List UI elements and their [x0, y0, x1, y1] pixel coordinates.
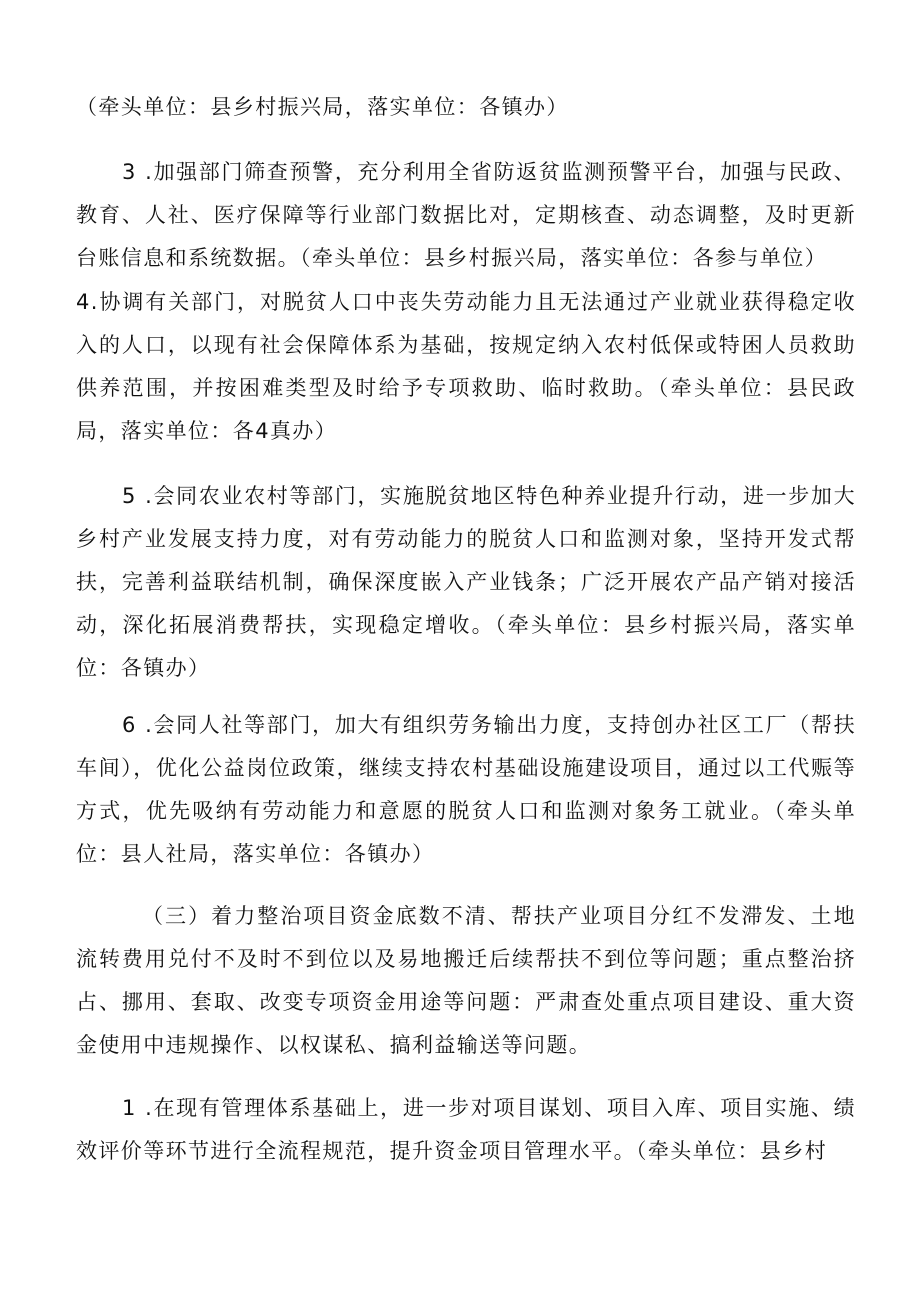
paragraph-item-5: 5 .会同农业农村等部门，实施脱贫地区特色种养业提升行动，进一步加大乡村产业发展支持力度，对有劳动能力的脱贫人口和监测对象，坚持开发式帮扶，完善利益联结机制，确保深度嵌入产业钱条；广泛开展农产品产销对接活动，深化拓展消费帮扶，实现稳定增收。（牵头单位：县乡村振兴局，落实单位：各镇办） — [76, 484, 856, 680]
paragraph-item-6: 6 .会同人社等部门，加大有组织劳务输出力度，支持创办社区工厂（帮扶车间），优化公益岗位政策，继续支持农村基础设施建设项目，通过以工代赈等方式，优先吸纳有劳动能力和意愿的脱贫人口和监测对象务工就业。（牵头单位：县人社局，落实单位：各镇办） — [76, 713, 856, 866]
paragraph-section-3: （三）着力整治项目资金底数不清、帮扶产业项目分红不发滞发、土地流转费用兑付不及时不到位以及易地搬迁后续帮扶不到位等问题；重点整治挤占、挪用、套取、改变专项资金用途等问题：严肃查处重点项目建设、重大资金使用中违规操作、以权谋私、搞利益输送等问题。 — [76, 904, 856, 1057]
paragraph-item-4: 4.协调有关部门，对脱贫人口中丧失劳动能力且无法通过产业就业获得稳定收入的人口，以现有社会保障体系为基础，按规定纳入农村低保或特困人员救助供养范围，并按困难类型及时给予专项救助、临时救助。（牵头单位：县民政局，落实单位：各4真办） — [76, 290, 856, 443]
paragraph-item-1: 1 .在现有管理体系基础上，进一步对项目谋划、项目入库、项目实施、绩效评价等环节进行全流程规范，提升资金项目管理水平。（牵头单位：县乡村 — [76, 1096, 856, 1163]
paragraph-lead-units: （牵头单位：县乡村振兴局，落实单位：各镇办） — [76, 95, 569, 119]
paragraph-item-3: 3 .加强部门筛查预警，充分利用全省防返贫监测预警平台，加强与民政、教育、人社、医疗保障等行业部门数据比对，定期核查、动态调整，及时更新台账信息和系统数据。（牵头单位：县乡村振兴局，落实单位：各参与单位） — [76, 160, 856, 270]
